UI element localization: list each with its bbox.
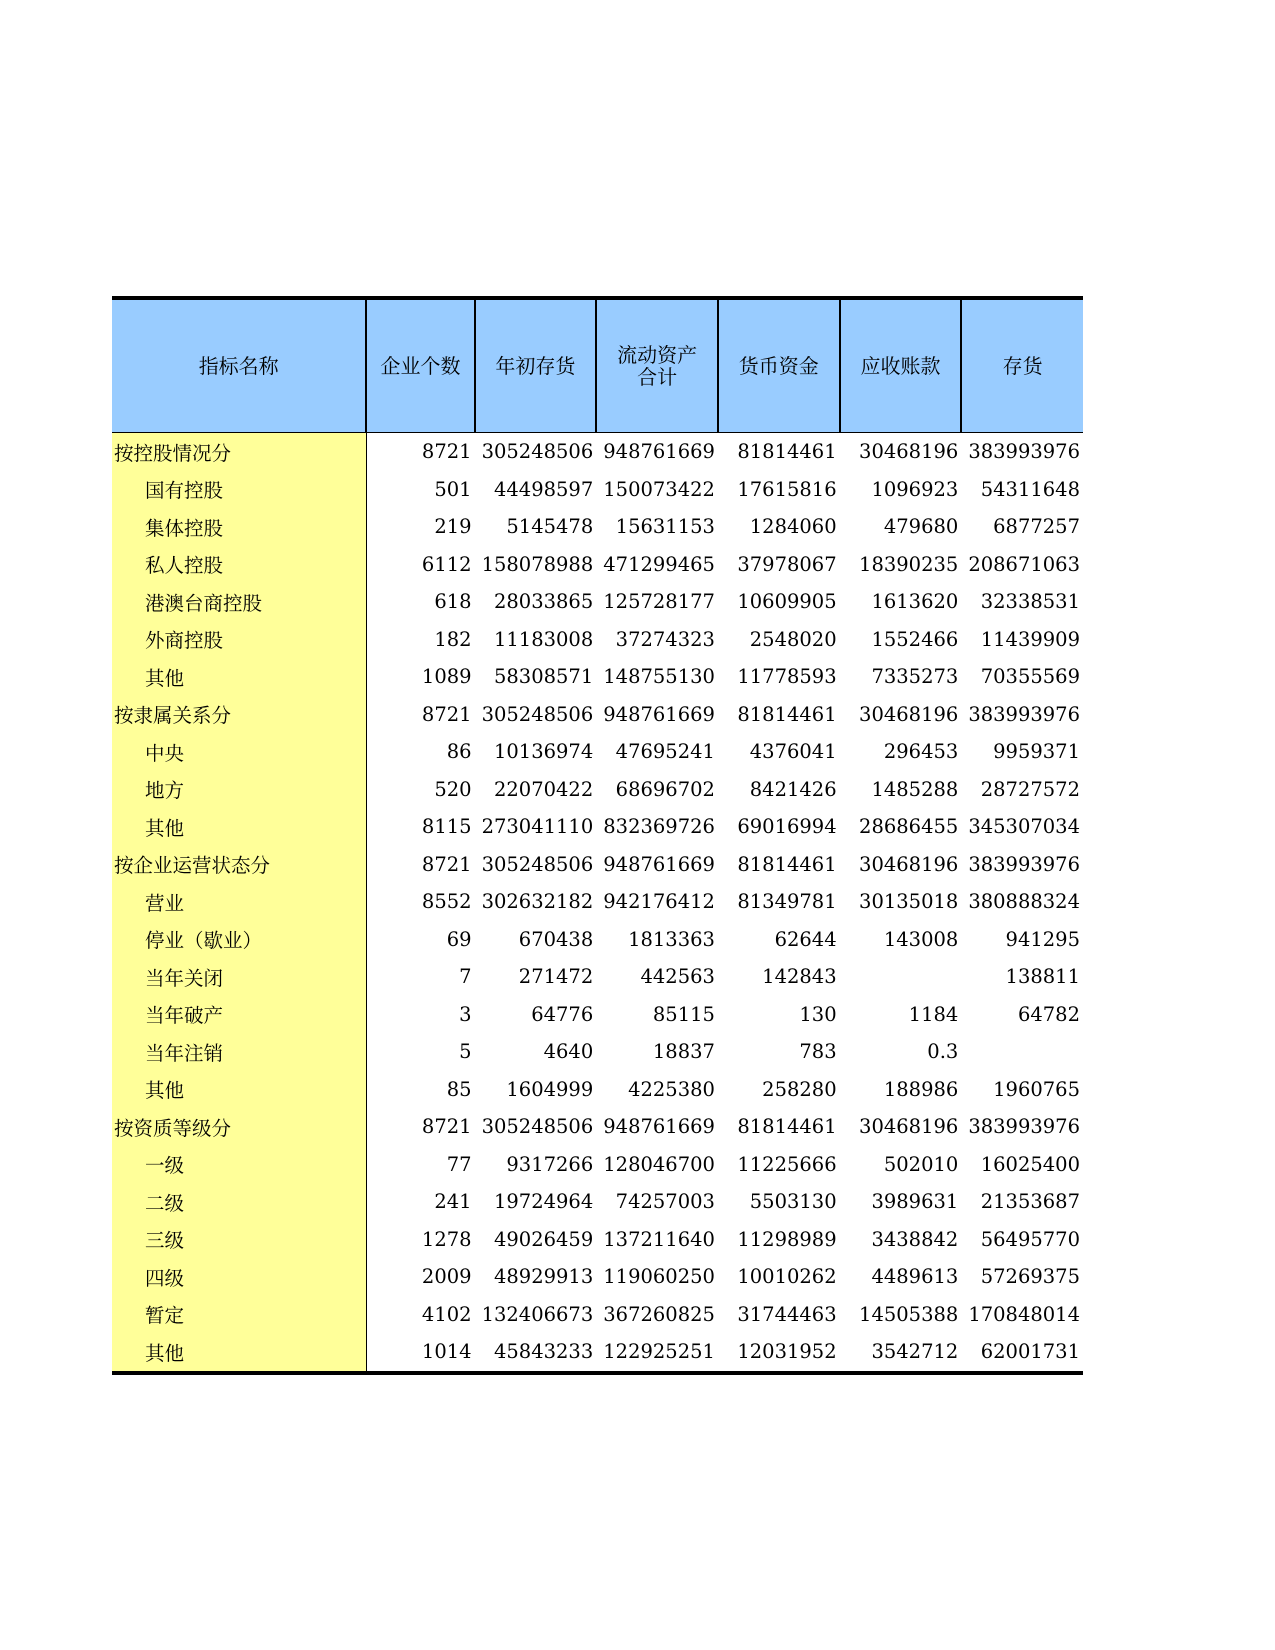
table-cell: 30468196	[859, 1115, 959, 1139]
table-cell: 305248506	[481, 702, 594, 726]
table-cell: 383993976	[968, 440, 1080, 464]
table-cell: 81814461	[737, 440, 837, 464]
table-cell: 4102	[421, 1302, 472, 1326]
table-cell: 81814461	[737, 702, 837, 726]
table-cell: 8721	[421, 702, 472, 726]
table-row-category	[112, 846, 1083, 884]
row-label: 一级	[112, 1146, 366, 1184]
table-row	[112, 1183, 1083, 1221]
table-cell: 9959371	[993, 740, 1080, 764]
table-cell: 17615816	[737, 477, 837, 501]
table-cell: 1960765	[993, 1077, 1080, 1101]
table-row	[112, 771, 1083, 809]
table-cell: 125728177	[603, 590, 715, 614]
table-cell: 37274323	[615, 627, 715, 651]
table-row-category	[112, 696, 1083, 734]
row-label: 港澳台商控股	[112, 583, 366, 621]
table-cell: 8115	[421, 815, 472, 839]
table-cell: 479680	[883, 515, 959, 539]
table-cell: 10136974	[493, 740, 594, 764]
table-cell: 28033865	[493, 590, 594, 614]
table-cell: 70355569	[980, 665, 1080, 689]
table-cell: 1089	[421, 665, 472, 689]
row-label: 当年关闭	[112, 958, 366, 996]
table-cell: 4489613	[871, 1265, 959, 1289]
table-cell: 471299465	[603, 552, 715, 576]
table-cell: 11439909	[980, 627, 1080, 651]
table-cell: 138811	[1005, 965, 1080, 989]
table-cell: 18390235	[859, 552, 959, 576]
table-cell: 69	[446, 927, 472, 951]
table-cell: 305248506	[481, 1115, 594, 1139]
table-cell: 5	[459, 1040, 472, 1064]
table-cell: 1014	[366, 1333, 474, 1373]
table-cell: 4640	[543, 1040, 594, 1064]
table-row	[112, 583, 1083, 621]
table-row	[112, 1146, 1083, 1184]
row-label: 其他	[112, 658, 366, 696]
table-cell: 948761669	[603, 852, 715, 876]
table-cell: 11298989	[737, 1227, 837, 1251]
table-cell: 5503130	[749, 1190, 837, 1214]
table-cell: 44498597	[493, 477, 594, 501]
table-cell: 58308571	[493, 665, 594, 689]
table-cell	[840, 958, 962, 996]
table-cell: 3438842	[871, 1227, 959, 1251]
table-cell: 30135018	[859, 890, 959, 914]
table-cell: 142843	[762, 965, 837, 989]
table-cell: 383993976	[968, 1115, 1080, 1139]
row-label: 二级	[112, 1183, 366, 1221]
table-cell: 1485288	[871, 777, 959, 801]
table-row	[112, 621, 1083, 659]
table-row	[112, 733, 1083, 771]
table-cell: 122925251	[596, 1333, 718, 1373]
table-cell: 54311648	[980, 477, 1080, 501]
row-label: 国有控股	[112, 471, 366, 509]
table-cell: 28727572	[980, 777, 1080, 801]
table-row	[112, 471, 1083, 509]
row-label: 暂定	[112, 1296, 366, 1334]
table-cell: 143008	[883, 927, 959, 951]
table-cell: 948761669	[603, 1115, 715, 1139]
table-cell: 30468196	[859, 702, 959, 726]
table-cell: 81349781	[737, 890, 837, 914]
table-cell: 302632182	[481, 890, 594, 914]
row-label: 三级	[112, 1221, 366, 1259]
row-label: 按控股情况分	[112, 433, 366, 471]
table-cell: 442563	[640, 965, 715, 989]
table-body	[112, 433, 1083, 1373]
table-row	[112, 508, 1083, 546]
table-cell: 132406673	[481, 1302, 594, 1326]
table-cell: 670438	[518, 927, 594, 951]
table-cell: 15631153	[615, 515, 715, 539]
table-row	[112, 996, 1083, 1034]
table-cell: 30468196	[859, 852, 959, 876]
table-cell: 85115	[652, 1002, 715, 1026]
table-row-category	[112, 1108, 1083, 1146]
table-cell: 16025400	[980, 1152, 1080, 1176]
table-cell: 271472	[518, 965, 594, 989]
table-cell: 8721	[421, 440, 472, 464]
table-cell: 56495770	[980, 1227, 1080, 1251]
table-cell: 150073422	[603, 477, 715, 501]
table-cell: 1278	[421, 1227, 472, 1251]
row-label: 其他	[112, 808, 366, 846]
row-label: 按隶属关系分	[112, 696, 366, 734]
table-row	[112, 1071, 1083, 1109]
table-cell: 170848014	[968, 1302, 1080, 1326]
table-cell: 22070422	[493, 777, 594, 801]
table-cell: 502010	[883, 1152, 959, 1176]
row-label: 按资质等级分	[112, 1108, 366, 1146]
table-cell: 12031952	[718, 1333, 840, 1373]
row-label: 集体控股	[112, 508, 366, 546]
table-cell: 383993976	[968, 852, 1080, 876]
table-cell: 941295	[1005, 927, 1080, 951]
table-cell: 49026459	[493, 1227, 594, 1251]
table-cell: 1613620	[871, 590, 959, 614]
table-cell: 380888324	[968, 890, 1080, 914]
column-header-monetary-funds: 货币资金	[718, 298, 840, 433]
table-cell: 208671063	[968, 552, 1080, 576]
table-cell: 296453	[883, 740, 959, 764]
row-label: 地方	[112, 771, 366, 809]
table-cell: 31744463	[737, 1302, 837, 1326]
table-cell: 47695241	[615, 740, 715, 764]
table-row	[112, 1221, 1083, 1259]
table-cell: 273041110	[481, 815, 594, 839]
table-row	[112, 921, 1083, 959]
table-cell: 11225666	[737, 1152, 837, 1176]
table-cell: 85	[446, 1077, 472, 1101]
table-cell: 64776	[531, 1002, 594, 1026]
table-cell: 74257003	[615, 1190, 715, 1214]
table-cell: 81814461	[737, 1115, 837, 1139]
table-cell: 21353687	[980, 1190, 1080, 1214]
table-cell: 45843233	[475, 1333, 597, 1373]
row-label: 其他	[112, 1071, 366, 1109]
table-row	[112, 883, 1083, 921]
table-cell: 48929913	[493, 1265, 594, 1289]
table-row	[112, 1333, 1083, 1373]
table-cell: 1552466	[871, 627, 959, 651]
table-cell: 1284060	[749, 515, 837, 539]
column-header-accounts-receivable: 应收账款	[840, 298, 962, 433]
table-cell: 3542712	[840, 1333, 962, 1373]
table-cell: 68696702	[615, 777, 715, 801]
table-cell: 57269375	[980, 1265, 1080, 1289]
row-label: 其他	[112, 1333, 366, 1373]
table-cell: 32338531	[980, 590, 1080, 614]
table-cell: 119060250	[603, 1265, 715, 1289]
table-cell: 8721	[421, 1115, 472, 1139]
table-cell: 383993976	[968, 702, 1080, 726]
table-cell: 9317266	[506, 1152, 594, 1176]
table-cell: 618	[434, 590, 472, 614]
table-cell: 62644	[774, 927, 837, 951]
table-row	[112, 1296, 1083, 1334]
table-cell: 1184	[908, 1002, 959, 1026]
table-cell: 942176412	[603, 890, 715, 914]
row-label: 四级	[112, 1258, 366, 1296]
table-cell: 6112	[421, 552, 472, 576]
table-cell: 62001731	[961, 1333, 1083, 1373]
table-cell: 8552	[421, 890, 472, 914]
table-row	[112, 1033, 1083, 1071]
row-label: 停业（歇业）	[112, 921, 366, 959]
table-cell: 14505388	[859, 1302, 959, 1326]
table-cell: 258280	[762, 1077, 837, 1101]
table-cell: 128046700	[603, 1152, 715, 1176]
table-cell: 11778593	[737, 665, 837, 689]
table-row	[112, 658, 1083, 696]
row-label: 当年破产	[112, 996, 366, 1034]
table-cell: 8721	[421, 852, 472, 876]
row-label: 当年注销	[112, 1033, 366, 1071]
table-cell: 64782	[1017, 1002, 1080, 1026]
column-header-current-assets-total: 流动资产 合计	[596, 298, 718, 433]
table-cell: 2009	[421, 1265, 472, 1289]
table-cell: 1813363	[628, 927, 715, 951]
table-cell: 832369726	[603, 815, 715, 839]
table-cell: 18837	[652, 1040, 715, 1064]
table-row-category	[112, 433, 1083, 471]
statistics-table	[112, 296, 1083, 1375]
table-cell: 501	[434, 477, 472, 501]
table-cell: 4376041	[749, 740, 837, 764]
table-cell: 3	[459, 1002, 472, 1026]
table-cell: 948761669	[603, 702, 715, 726]
table-row	[112, 808, 1083, 846]
table-cell: 10609905	[737, 590, 837, 614]
table-cell: 69016994	[737, 815, 837, 839]
table-cell: 1604999	[506, 1077, 594, 1101]
table-row	[112, 1258, 1083, 1296]
row-label: 私人控股	[112, 546, 366, 584]
table-cell: 11183008	[493, 627, 594, 651]
table-cell: 345307034	[968, 815, 1080, 839]
table-cell: 219	[434, 515, 472, 539]
table-cell: 2548020	[749, 627, 837, 651]
table-cell: 241	[434, 1190, 472, 1214]
table-cell: 81814461	[737, 852, 837, 876]
table-cell: 305248506	[481, 852, 594, 876]
table-cell: 5145478	[506, 515, 594, 539]
table-cell: 7	[459, 965, 472, 989]
table-cell: 0.3	[927, 1040, 959, 1064]
row-label: 中央	[112, 733, 366, 771]
row-label: 按企业运营状态分	[112, 846, 366, 884]
table-cell: 783	[799, 1040, 837, 1064]
table-cell: 182	[434, 627, 472, 651]
column-header-opening-inventory: 年初存货	[475, 298, 597, 433]
table-row	[112, 546, 1083, 584]
table-cell: 3989631	[871, 1190, 959, 1214]
table-cell: 10010262	[737, 1265, 837, 1289]
table-cell: 1096923	[871, 477, 959, 501]
table-cell: 86	[446, 740, 472, 764]
table-cell: 77	[446, 1152, 472, 1176]
table-cell: 19724964	[493, 1190, 594, 1214]
table-cell: 8421426	[749, 777, 837, 801]
table-cell: 30468196	[859, 440, 959, 464]
table-cell: 158078988	[481, 552, 594, 576]
table-cell: 305248506	[481, 440, 594, 464]
column-header-indicator-name: 指标名称	[112, 298, 366, 433]
table-cell: 520	[434, 777, 472, 801]
header-row	[112, 298, 1083, 433]
table-cell: 367260825	[603, 1302, 715, 1326]
table-cell: 37978067	[737, 552, 837, 576]
row-label: 外商控股	[112, 621, 366, 659]
column-header-inventory: 存货	[961, 298, 1083, 433]
row-label: 营业	[112, 883, 366, 921]
table-cell: 130	[799, 1002, 837, 1026]
table-cell: 948761669	[603, 440, 715, 464]
table-cell: 28686455	[859, 815, 959, 839]
table-cell: 148755130	[603, 665, 715, 689]
column-header-enterprise-count: 企业个数	[366, 298, 474, 433]
table-cell: 188986	[883, 1077, 959, 1101]
table-row	[112, 958, 1083, 996]
table-cell: 137211640	[603, 1227, 715, 1251]
table-cell: 7335273	[871, 665, 959, 689]
table-cell	[961, 1033, 1083, 1071]
table-cell: 4225380	[628, 1077, 715, 1101]
table-cell: 6877257	[993, 515, 1080, 539]
